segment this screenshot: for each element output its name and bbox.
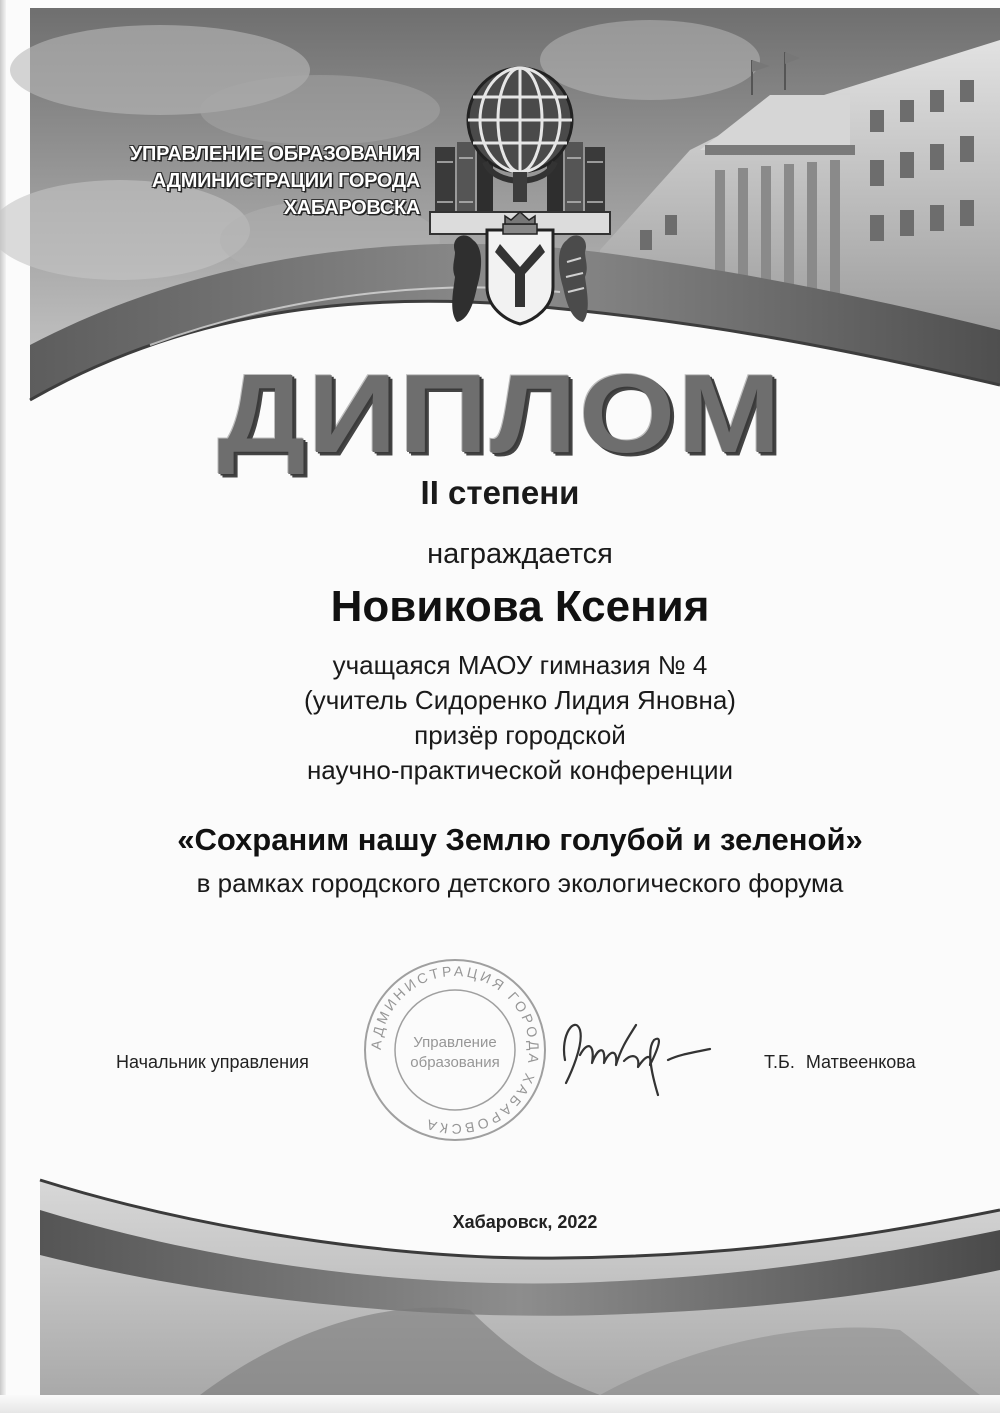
signatory-name: Т.Б. Матвеенкова xyxy=(764,1052,916,1072)
details-line-2: (учитель Сидоренко Лидия Яновна) xyxy=(304,685,736,715)
organization-line-1: УПРАВЛЕНИЕ ОБРАЗОВАНИЯ xyxy=(129,143,420,165)
round-seal-icon xyxy=(355,955,555,1145)
stamp-center-line-1: Управление xyxy=(413,1034,497,1051)
organization-name xyxy=(30,141,420,222)
awarded-text: награждается xyxy=(427,538,613,570)
details-line-3: призёр городской xyxy=(414,720,626,750)
footer-banner xyxy=(0,1170,1000,1413)
diploma-degree: II степени xyxy=(420,474,580,511)
diploma-title: ДИПЛОМ xyxy=(217,351,783,477)
event-subtitle: в рамках городского детского экологического форума xyxy=(196,868,844,898)
tiger-supporter-icon xyxy=(559,235,588,322)
signatory-position: Начальник управления xyxy=(116,1052,309,1072)
city-coat-of-arms-with-globe-icon xyxy=(425,62,615,332)
organization-line-2: АДМИНИСТРАЦИИ ГОРОДА ХАБАРОВСКА xyxy=(151,170,420,219)
coat-of-arms-shield-icon xyxy=(487,212,553,324)
details-line-4: научно-практической конференции xyxy=(306,755,734,785)
recipient-details xyxy=(0,648,1000,788)
details-line-1: учащаяся МАОУ гимназия № 4 xyxy=(332,650,708,680)
stamp-center-line-2: образования xyxy=(410,1054,500,1071)
event-title: «Сохраним нашу Землю голубой и зеленой» xyxy=(177,822,863,857)
handwritten-signature-icon xyxy=(540,1005,720,1100)
recipient-name: Новикова Ксения xyxy=(330,582,710,631)
scan-edge-bottom xyxy=(0,1395,1000,1413)
bear-supporter-icon xyxy=(452,235,481,322)
stamp-ring-text: АДМИНИСТРАЦИЯ ГОРОДА ХАБАРОВСКА xyxy=(367,962,543,1138)
place-and-year: Хабаровск, 2022 xyxy=(452,1212,598,1232)
